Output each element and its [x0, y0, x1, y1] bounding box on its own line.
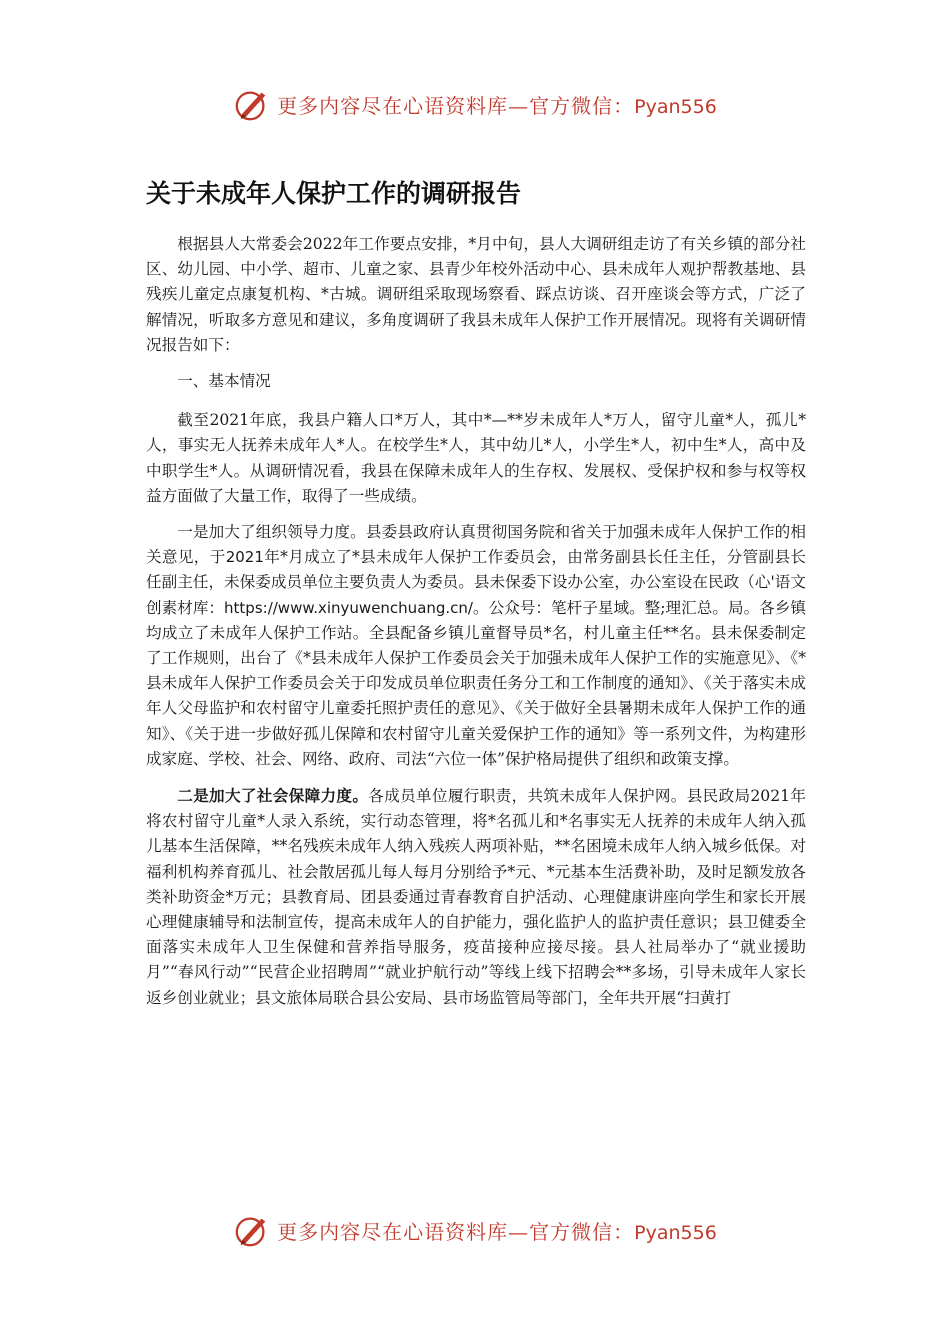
leadership-text-a: 一是加大了组织领导力度。县委县政府认真贯彻国务院和省关于加强未成年人保护工作的相关意见，于 [146, 523, 806, 567]
paragraph-social-security [146, 783, 806, 1011]
footer-watermark [0, 1208, 950, 1252]
watermark-text [277, 1216, 717, 1245]
paragraph-statistics: 截至2021年底，我县户籍人口*万人，其中*—**岁未成年人*万人，留守儿童*人，孤儿*人，事实无人抚养未成年人*人。在校学生*人，其中幼儿*人，小学生*人，初中生*人，高中及中职学生*人。从调研情况看，我县在保障未成年人的生存权、发展权、受保护权和参与权等权益方面做了大量工作，取得了一些成绩。 [146, 411, 806, 505]
pen-logo-icon [233, 85, 271, 123]
pen-logo-icon [233, 1211, 271, 1249]
leadership-year: 2021 [225, 548, 264, 567]
leadership-text-b: 年*月成立了*县未成年人保护工作委员会，由常务副县长任主任，分管副县长任副主任，未保委成员单位主要负责人为委员。县未保委下设办公室，办公室设在民政（心'语文创素材库： [146, 548, 806, 617]
watermark-text [277, 90, 717, 119]
header-watermark [0, 82, 950, 126]
leadership-text-c: 。公众号：笔杆子星域。整;理汇总。局。各乡镇均成立了未成年人保护工作站。全县配备乡镇儿童督导员*名，村儿童主任**名。县未保委制定了工作规则，出台了《*县未成年人保护工作委员会关于加强未成年人保护工作的实施意见》、《*县未成年人保护工作委员会关于印发成员单位职责任务分工和工作制度的通知》、《关于落实未成年人父母监护和农村留守儿童委托照护责任的意见》、《关于做好全县暑期未成年人保护工作的通知》、《关于进一步做好孤儿保障和农村留守儿童关爱保护工作的通知》等一系列文件，为构建形成家庭、学校、社会、网络、政府、司法“六位一体”保护格局提供了组织和政策支撑。 [146, 598, 806, 768]
leadership-url: https://www.xinyuwenchuang.cn/ [224, 598, 473, 617]
watermark-label: 更多内容尽在心语资料库—官方微信： [277, 93, 635, 118]
section-heading-basic: 一、基本情况 [177, 372, 271, 391]
paragraph-intro: 根据县人大常委会2022年工作要点安排，*月中旬，县人大调研组走访了有关乡镇的部分社区、幼儿园、中小学、超市、儿童之家、县青少年校外活动中心、县未成年人观护帮教基地、县残疾儿童定点康复机构、*古城。调研组采取现场察看、踩点访谈、召开座谈会等方式，广泛了解情况，听取多方意见和建议，多角度调研了我县未成年人保护工作开展情况。现将有关调研情况报告如下： [146, 235, 806, 354]
watermark-handle: Pyan556 [634, 95, 717, 118]
social-security-body: 各成员单位履行职责，共筑未成年人保护网。县民政局2021年将农村留守儿童*人录入系统，实行动态管理，将*名孤儿和*名事实无人抚养的未成年人纳入孤儿基本生活保障，**名残疾未成年人纳入残疾人两项补贴，**名困境未成年人纳入城乡低保。对福利机构养育孤儿、社会散居孤儿每人每月分别给予*元、*元基本生活费补助，及时足额发放各类补助资金*万元；县教育局、团县委通过青春教育自护活动、心理健康讲座向学生和家长开展心理健康辅导和法制宣传，提高未成年人的自护能力，强化监护人的监护责任意识；县卫健委全面落实未成年人卫生保健和营养指导服务，疫苗接种应接尽接。县人社局举办了“就业援助月”“春风行动”“民营企业招聘周”“就业护航行动”等线上线下招聘会**多场，引导未成年人家长返乡创业就业；县文旅体局联合县公安局、县市场监管局等部门，全年共开展“扫黄打 [146, 787, 806, 1007]
watermark-label: 更多内容尽在心语资料库—官方微信： [277, 1219, 635, 1244]
watermark-handle: Pyan556 [634, 1221, 717, 1244]
document-body [146, 232, 806, 1022]
document-title: 关于未成年人保护工作的调研报告 [146, 179, 522, 208]
paragraph-leadership [146, 520, 806, 772]
social-security-lead: 二是加大了社会保障力度。 [177, 786, 369, 806]
